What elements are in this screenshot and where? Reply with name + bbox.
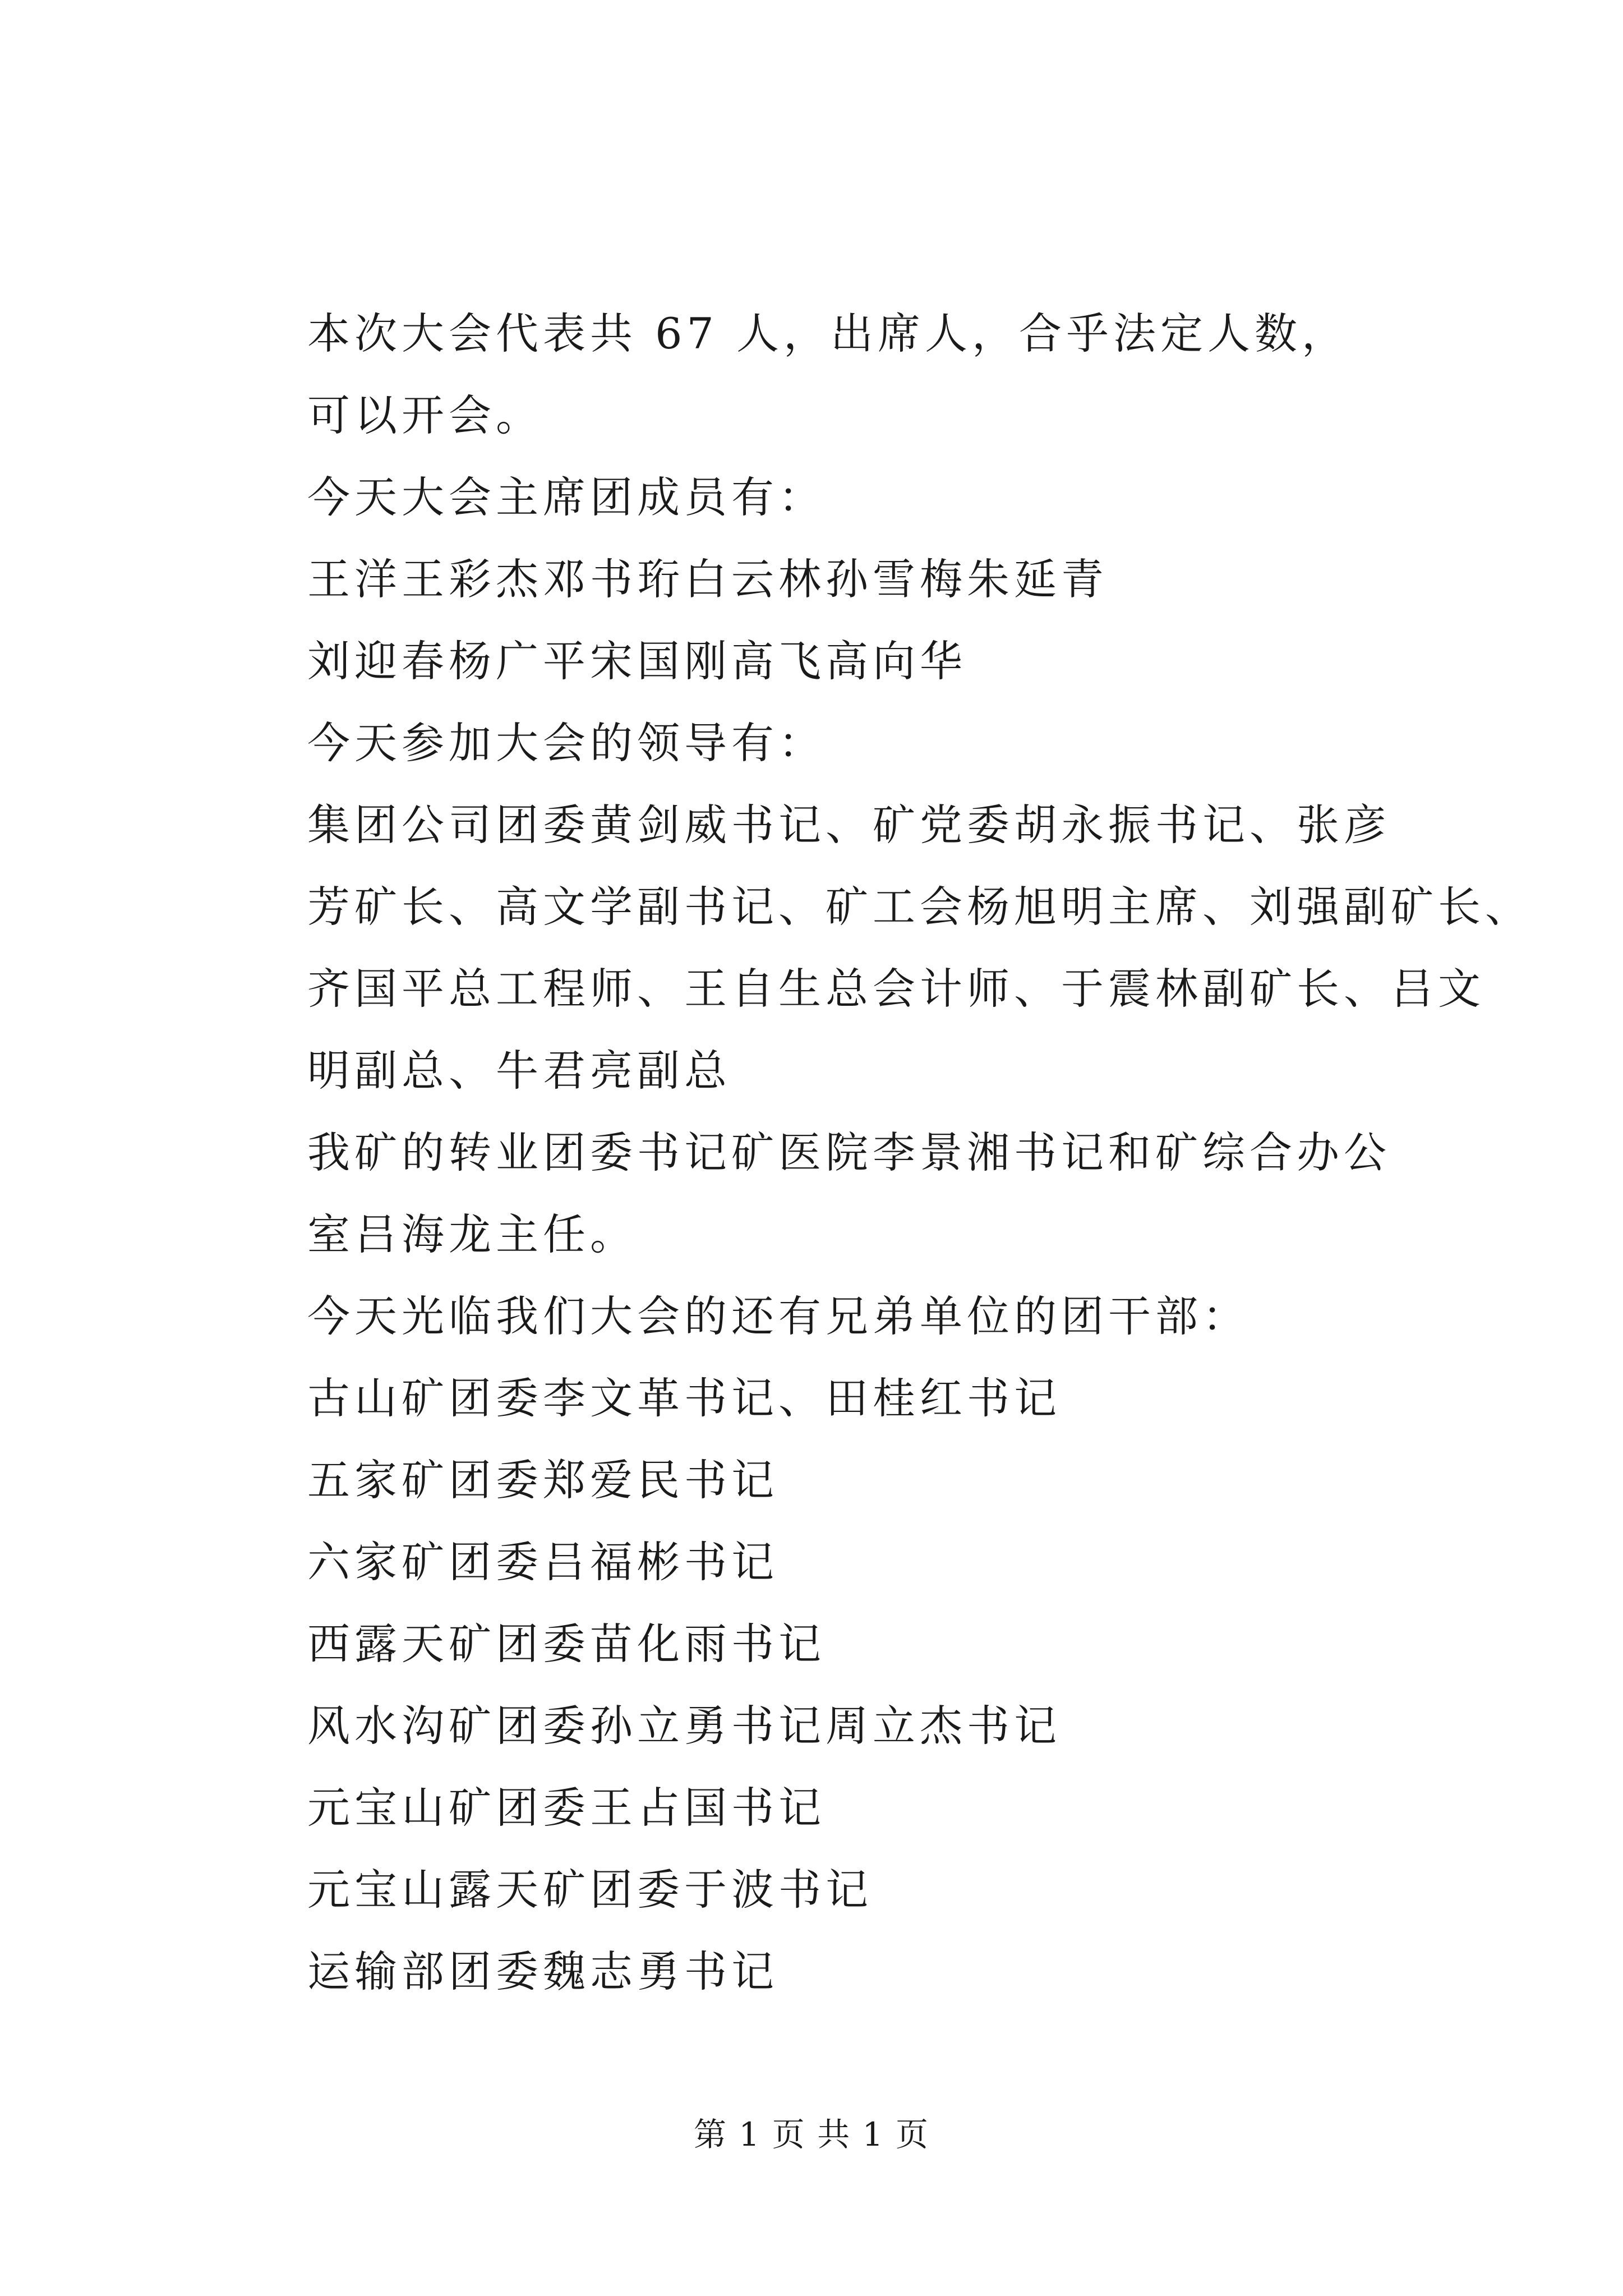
text-line: 五家矿团委郑爱民书记 — [307, 1455, 778, 1505]
text-line: 集团公司团委黄剑威书记、矿党委胡永振书记、张彦 — [307, 800, 1391, 850]
text-line: 西露天矿团委苗化雨书记 — [307, 1619, 826, 1669]
text-line: 室吕海龙主任。 — [307, 1209, 637, 1259]
text-line: 元宝山矿团委王占国书记 — [307, 1783, 826, 1833]
text-line: 风水沟矿团委孙立勇书记周立杰书记 — [307, 1701, 1061, 1751]
text-line: 刘迎春杨广平宋国刚高飞高向华 — [307, 636, 967, 686]
text-line: 芳矿长、高文学副书记、矿工会杨旭明主席、刘强副矿长、 — [307, 882, 1532, 932]
text-line: 本次大会代表共 67 人，出席人，合乎法定人数， — [307, 309, 1349, 358]
text-line: 元宝山露天矿团委于波书记 — [307, 1865, 873, 1915]
text-line: 可以开会。 — [307, 390, 543, 440]
page-footer: 第 1 页 共 1 页 — [694, 2115, 929, 2154]
text-line: 齐国平总工程师、王自生总会计师、于震林副矿长、吕文 — [307, 964, 1485, 1014]
document-body — [307, 303, 1541, 2023]
text-line: 古山矿团委李文革书记、田桂红书记 — [307, 1373, 1061, 1423]
text-line: 明副总、牛君亮副总 — [307, 1046, 731, 1096]
text-line: 运输部团委魏志勇书记 — [307, 1947, 778, 1996]
text-line: 今天参加大会的领导有： — [307, 718, 826, 768]
text-line: 今天光临我们大会的还有兄弟单位的团干部： — [307, 1291, 1249, 1341]
text-line: 六家矿团委吕福彬书记 — [307, 1537, 778, 1587]
text-line: 我矿的转业团委书记矿医院李景湘书记和矿综合办公 — [307, 1128, 1391, 1177]
text-line: 王洋王彩杰邓书珩白云林孙雪梅朱延青 — [307, 554, 1108, 604]
text-line: 今天大会主席团成员有： — [307, 472, 826, 522]
